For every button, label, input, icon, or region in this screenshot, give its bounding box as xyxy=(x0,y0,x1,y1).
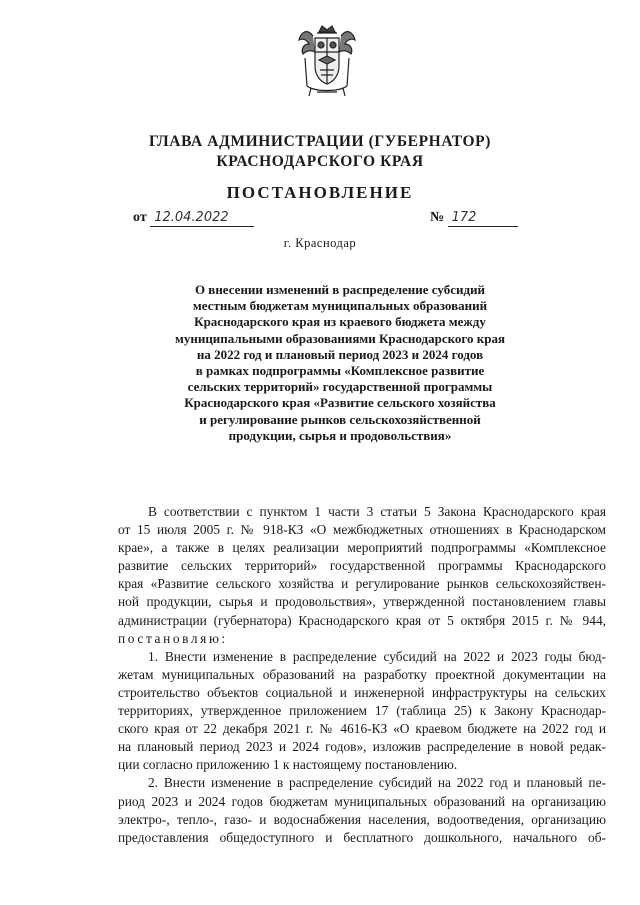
body-line: 1. Внести изменение в распределение субсидий на 2022 и 2023 годы бюд- xyxy=(148,648,606,664)
body-line: ского края от 22 декабря 2021 г. № 4616-КЗ «О краевом бюджете на 2022 год и xyxy=(118,721,606,737)
date-field xyxy=(133,210,254,227)
number-field xyxy=(430,210,518,227)
coat-of-arms-icon xyxy=(297,22,357,100)
body-line: электро-, тепло-, газо- и водоснабжения населения, водоотведения, организацию xyxy=(118,811,606,827)
body-line: постановляю: xyxy=(118,630,228,646)
body-line: на плановый период 2023 и 2024 годов», изложив распределение в новой редак- xyxy=(118,739,606,755)
date-value: 12.04.2022 xyxy=(150,210,254,227)
title-line: местным бюджетам муниципальных образований xyxy=(192,298,488,314)
body-line: администрации (губернатора) Краснодарского края от 5 октября 2015 г. № 944, xyxy=(118,612,606,628)
date-prefix: от xyxy=(133,210,147,225)
body-line: риод 2023 и 2024 годов бюджетам муниципальных образований на организацию xyxy=(118,793,606,809)
body-line: предоставления общедоступного и бесплатного дошкольного, начального об- xyxy=(118,829,606,845)
body-line: развитие сельских территорий» государственной программы Краснодарского xyxy=(118,558,606,574)
number-value: 172 xyxy=(448,210,518,227)
body-line: ной продукции, сырья и продовольствия», утвержденной постановлением главы xyxy=(118,594,606,610)
city: г. Краснодар xyxy=(283,236,357,250)
body-line: В соответствии с пунктом 1 части 3 статьи 5 Закона Краснодарского края xyxy=(148,504,606,519)
title-line: Краснодарского края из краевого бюджета между xyxy=(194,314,486,330)
title-line: продукции, сырья и продовольствия» xyxy=(228,427,452,443)
body-line: 2. Внести изменение в распределение субсидий на 2022 год и плановый пе- xyxy=(148,775,606,791)
authority-line-1: ГЛАВА АДМИНИСТРАЦИИ (ГУБЕРНАТОР) xyxy=(149,133,491,150)
title-line: и регулирование рынков сельскохозяйственной xyxy=(199,411,481,427)
title-line: муниципальными образованиями Краснодарского края xyxy=(174,330,506,346)
body-line: края «Развитие сельского хозяйства и регулирование рынков сельскохозяйствен- xyxy=(118,576,606,592)
document-body xyxy=(118,503,606,847)
body-line: от 15 июля 2005 г. № 918-КЗ «О межбюджетных отношениях в Краснодарском xyxy=(118,522,606,538)
document-title xyxy=(140,282,540,444)
number-prefix: № xyxy=(430,210,445,225)
body-line: территориях, утвержденное приложением 17 (таблица 25) к Закону Краснодар- xyxy=(118,703,606,719)
document-type: ПОСТАНОВЛЕНИЕ xyxy=(226,183,414,202)
authority-line-2: КРАСНОДАРСКОГО КРАЯ xyxy=(216,153,424,170)
body-line: крае», а также в целях реализации мероприятий подпрограммы «Комплексное xyxy=(118,540,606,556)
title-line: сельских территорий» государственной программы xyxy=(187,379,493,395)
title-line: О внесении изменений в распределение субсидий xyxy=(194,282,486,297)
title-line: Краснодарского края «Развитие сельского хозяйства xyxy=(184,395,496,411)
title-line: на 2022 год и плановый период 2023 и 2024 годов xyxy=(196,346,484,362)
body-line: строительство объектов социальной и инженерной инфраструктуры на сельских xyxy=(118,684,606,700)
body-line: ции согласно приложению 1 к настоящему постановлению. xyxy=(118,757,458,773)
title-line: в рамках подпрограммы «Комплексное развитие xyxy=(195,363,485,379)
body-line: жетам муниципальных образований на разработку проектной документации на xyxy=(118,666,606,682)
